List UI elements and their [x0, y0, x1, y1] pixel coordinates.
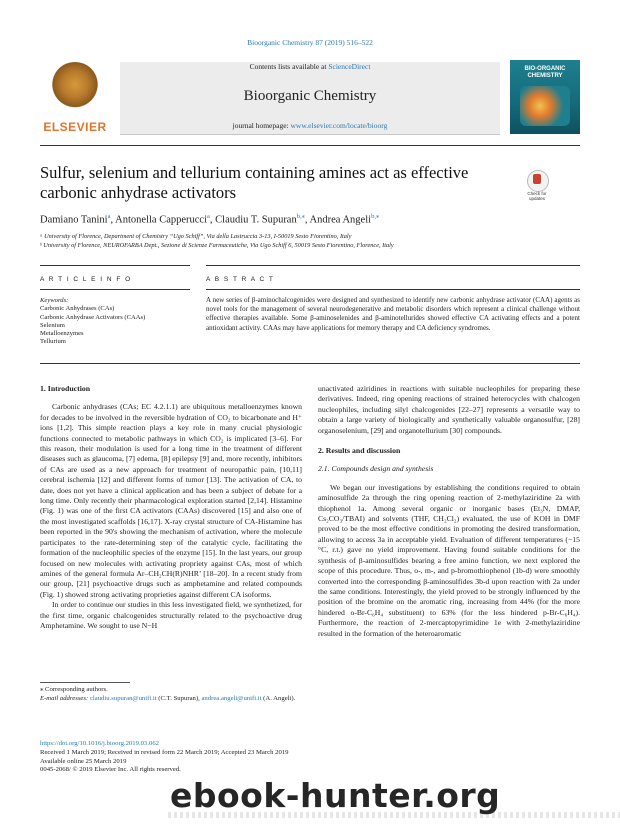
- elsevier-logo: [40, 60, 110, 134]
- footnote: [40, 686, 580, 703]
- keywords: [40, 297, 190, 347]
- footnote-rule: [40, 682, 130, 683]
- body-paragraph: We began our investigations by establishing the conditions required to obtain aminosulfide 2a through the ring opening reaction of 2-methylaziridine 2a with thiophenol 1a. Among several organic or inorganic bases (Et₃N, DMAP, Cs₂CO₃/TBAI) and solvents (THF, CH₂Cl₂) evaluated, the use of KOH in DMF proved to be the most effective conditions in promoting the desired transformation, allowing to access 3a in acceptable yield. Evaluation of different temperatures (−15 °C, r.t.) gave no yield improvement. Having found suitable conditions for the synthesis of β-aminosulfides bearing a free amino function, we next explored the scope of this procedure. Thus, o-, m-, and p-bromothiophenol (1b-d) were smoothly converted into the corresponding β-aminosulfides 3b-d upon reaction with 2a under the same conditions. Interestingly, the yield proved to be strongly influenced by the position of the bromine on the aromatic ring, increasing from 44% (for the more hindered o-Br-C₆H₄ substituent) to 63% (for the less hindered p-Br-C₆H₄). Furthermore, the reaction of 2-mercaptopyrimidine 1e with 2-methylaziridine resulted in the formation of the heteroaromatic: [318, 482, 580, 638]
- email-owner: (C.T. Supuran),: [156, 694, 202, 702]
- article-info-subrule: [40, 289, 190, 290]
- journal-cover: [510, 60, 580, 134]
- abstract-label: A B S T R A C T: [206, 276, 275, 283]
- author-affiliation-mark[interactable]: b,⁎: [371, 213, 380, 220]
- email-link-supuran[interactable]: claudiu.supuran@unifi.it: [89, 694, 157, 702]
- author-name: Antonella Capperucci: [115, 214, 208, 226]
- homepage-prefix: journal homepage:: [232, 121, 291, 130]
- author-separator: ,: [110, 214, 116, 226]
- keyword-item: Tellurium: [40, 338, 66, 346]
- affiliation-a: ᵃ University of Florence, Department of Chemistry “Ugo Schiff”, Via della Lastruccia 3-13, I-50019 Sesto Fiorentino, Italy: [40, 233, 352, 240]
- cover-title-line2: CHEMISTRY: [527, 73, 563, 79]
- author-affiliation-mark[interactable]: b,⁎: [296, 213, 305, 220]
- author-list: [40, 212, 580, 226]
- cover-title: [516, 66, 574, 80]
- keyword-item: Carbonic Anhydrase Activators (CAAs): [40, 313, 146, 321]
- author-separator: ,: [304, 214, 310, 226]
- elsevier-tree-icon: [50, 62, 100, 112]
- journal-homepage-link[interactable]: www.elsevier.com/locate/bioorg: [290, 121, 388, 130]
- author-affiliation-mark[interactable]: a: [107, 213, 111, 220]
- sciencedirect-link[interactable]: ScienceDirect: [328, 62, 371, 71]
- body-paragraph: Carbonic anhydrases (CAs; EC 4.2.1.1) are ubiquitous metalloenzymes known for decades to be involved in the reversible hydration of CO₂ to bicarbonate and H⁺ ions [1,2]. This simple reaction plays a key role in many crucial physiologic functions connected to metabolic pathways in which CO₂ is implicated [3–6]. For this reason, their modulation is used for a long time in the treatment of different diseases such as glaucoma, [7] edema, [8] epilepsy [9] and, more recently, inhibitors of CAs are used as a new approach for treatment of neuropathic pain, [10,11] cerebral ischemia [12] and different forms of tumor [13]. The activation of CA, to date, does not yet have a clinical application and has been a subject of debate for a long time. Only recently their pharmacological exploration started [2,14]. Histamine (Fig. 1) was one of the first CA activators (CAAs) discovered [15] and also one of the most investigated scaffolds [16,17]. X-ray crystal structure of CA-Histamine has been reported in the 90's showing the mechanism of activation, where the molecule participates to the rate-determining step of the catalytic cycle, facilitating the formation of the nucleophilic species of the enzyme [15]. In the last years, our group focused on new molecules with activating propriety against CAs, most of which amines of the general formula Ar–CH₂CH(R)NHR’ [18–20]. In a recent study from our group, [21] psychoactive drugs such as amphetamine and related compounds (Fig. 1) showed strong activating proprieties against different CA isoforms.: [40, 402, 302, 599]
- section-heading-introduction: 1. Introduction: [40, 384, 91, 393]
- contents-line: [120, 62, 500, 71]
- journal-name: Bioorganic Chemistry: [243, 88, 377, 104]
- corresponding-authors: ⁎ Corresponding authors.: [40, 686, 108, 693]
- abstract-end-rule: [40, 363, 580, 364]
- doi-link[interactable]: https://doi.org/10.1016/j.bioorg.2019.03.062: [40, 740, 160, 747]
- article-info-rule: [40, 265, 190, 266]
- abstract-text: A new series of β-aminochalcogenides were designed and synthesized to identify new carbonic anhydrase activator (CAA) agents as novel tools for the management of several neurodegenerative and metabolic disorders which represent a clinical challenge without effective therapies available. Some β-aminoselenides and β-aminotellurides showed effective CA activating effects and a potent antioxidant activity. CAAs may have applications for memory therapy and CA deficiency syndromes.: [206, 296, 580, 332]
- cover-title-line1: BIO-ORGANIC: [524, 66, 566, 72]
- keywords-heading: Keywords:: [40, 297, 69, 304]
- author-separator: ,: [209, 214, 216, 226]
- author-name: Claudiu T. Supuran: [215, 214, 297, 226]
- cover-artwork: [520, 86, 570, 126]
- badge-line1: Check for: [527, 191, 547, 196]
- body-column-left: [40, 384, 302, 631]
- author-affiliation-mark[interactable]: a: [207, 213, 210, 220]
- body-column-right: [318, 384, 580, 639]
- email-owner: (A. Angeli).: [261, 694, 296, 702]
- copyright: 0045-2068/ © 2019 Elsevier Inc. All rights reserved.: [40, 766, 181, 774]
- badge-text: [518, 191, 556, 201]
- abstract-subrule: [206, 289, 580, 290]
- keyword-item: Carbonic Anhydrases (CAs): [40, 305, 115, 313]
- article-info-label: A R T I C L E I N F O: [40, 276, 132, 283]
- header-rule: [40, 145, 580, 146]
- received-dates: Received 1 March 2019; Received in revised form 22 March 2019; Accepted 23 March 2019: [40, 748, 289, 756]
- body-paragraph: unactivated aziridines in reactions with suitable nucleophiles for preparing these derivatives. Indeed, ring opening reactions of strained heterocycles with chalcogen nucleophiles, including silyl chalcogenides [22–27] represents a versatile way to obtain a large variety of biologically and synthetically valuable organosulfur, [28] organoselenium, [29] and organotellurium [30] compounds.: [318, 384, 580, 435]
- email-line: [40, 695, 580, 704]
- article-history: [40, 740, 580, 775]
- journal-reference[interactable]: Bioorganic Chemistry 87 (2019) 516–522: [247, 38, 373, 47]
- subsection-heading: 2.1. Compounds design and synthesis: [318, 464, 434, 474]
- homepage-line: [120, 121, 500, 130]
- check-for-updates-badge[interactable]: [522, 170, 552, 200]
- author-name: Damiano Tanini: [40, 214, 108, 226]
- online-date: Available online 25 March 2019: [40, 757, 127, 765]
- section-heading-results: 2. Results and discussion: [318, 446, 401, 456]
- article-title: Sulfur, selenium and tellurium containing amines act as effective carbonic anhydrase activators: [40, 163, 469, 202]
- badge-line2: updates: [528, 196, 545, 201]
- bookmark-icon: [533, 174, 541, 184]
- keyword-item: Metalloenzymes: [40, 330, 84, 338]
- author-name: Andrea Angeli: [309, 214, 372, 226]
- body-paragraph: In order to continue our studies in this less investigated field, we synthetized, for the first time, organic chalcogenides structurally related to the psychoactive drug Amphetamine. We sought to use N−H: [40, 600, 302, 630]
- email-link-angeli[interactable]: andrea.angeli@unifi.it: [201, 694, 262, 702]
- email-label: E-mail addresses:: [40, 694, 90, 702]
- elsevier-wordmark: ELSEVIER: [43, 120, 107, 134]
- keyword-item: Selenium: [40, 321, 65, 329]
- contents-prefix: Contents lists available at: [249, 62, 329, 71]
- watermark: ebook-hunter.org: [170, 776, 501, 815]
- abstract-rule: [206, 265, 580, 266]
- affiliation-b: ᵇ University of Florence, NEUROFARBA Dept., Sezione di Scienze Farmaceutiche, Via Ugo Schiff 6, 50019 Sesto Fiorentino, Florence, Italy: [40, 242, 394, 249]
